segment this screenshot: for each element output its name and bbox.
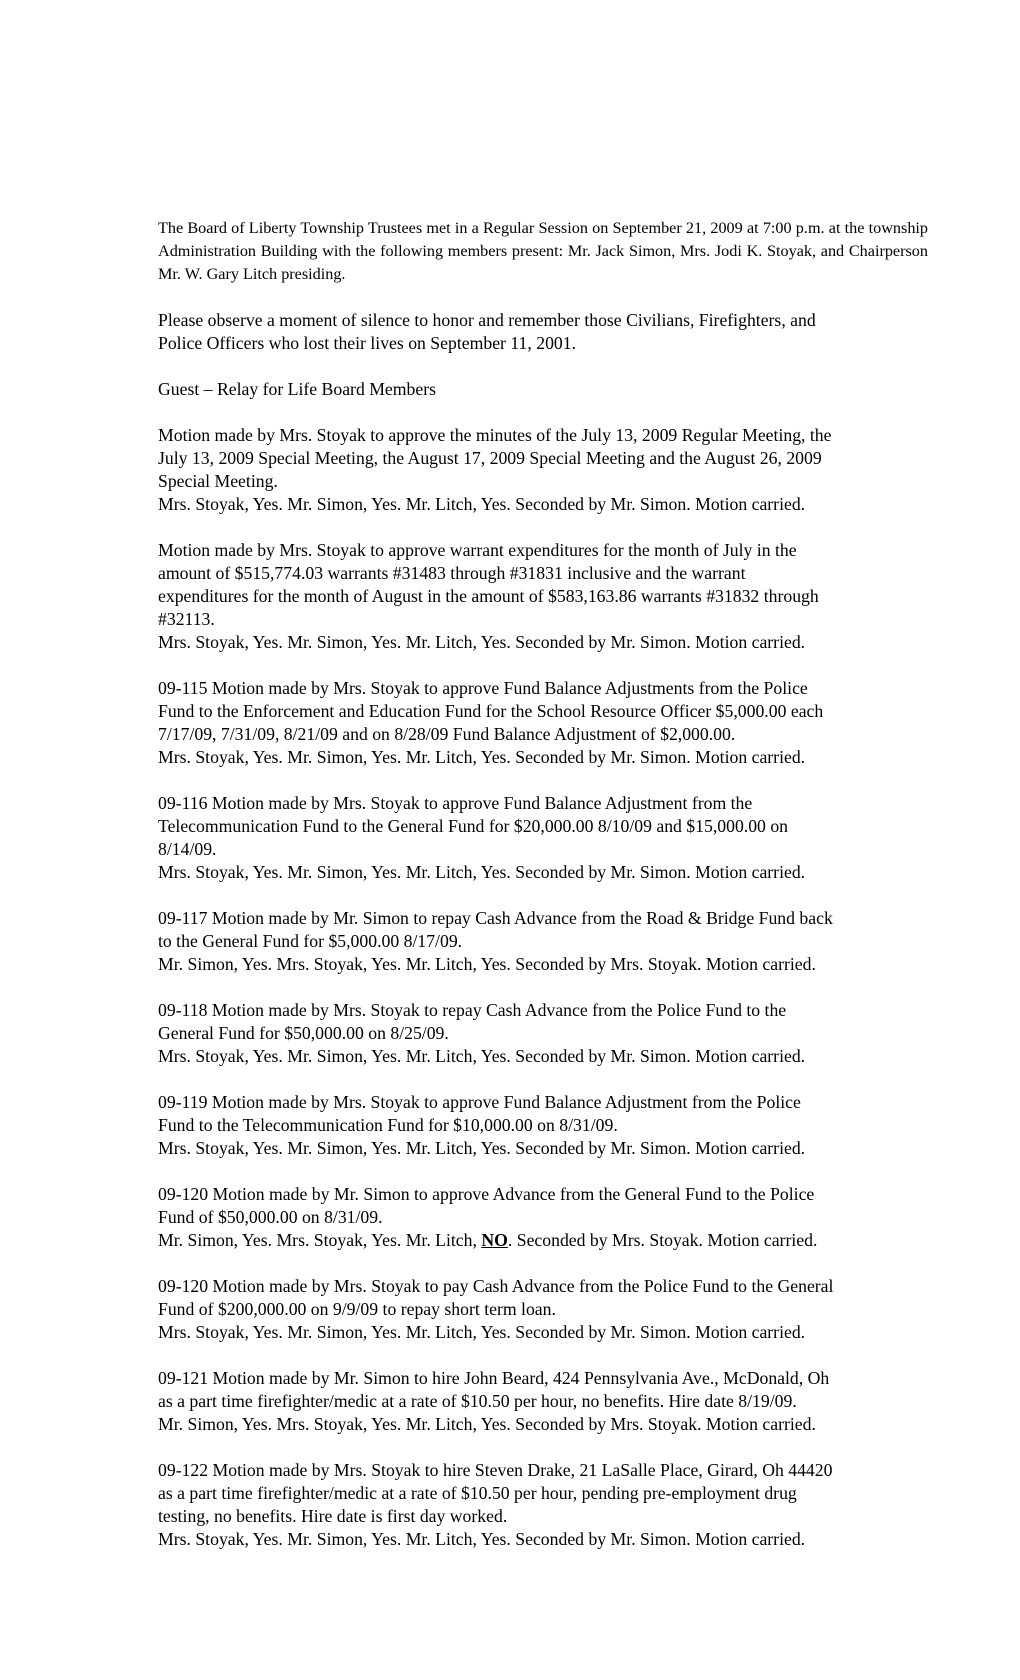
vote-text: Mr. Simon, Yes. Mrs. Stoyak, Yes. Mr. Litch, [158, 1230, 482, 1250]
vote-line: Mrs. Stoyak, Yes. Mr. Simon, Yes. Mr. Litch, Yes. Seconded by Mr. Simon. Motion carried. [158, 1046, 806, 1066]
text-line: Police Officers who lost their lives on September 11, 2001. [158, 333, 577, 353]
text-line: Please observe a moment of silence to honor and remember those Civilians, Firefighters, and [158, 310, 816, 330]
text-line: 7/17/09, 7/31/09, 8/21/09 and on 8/28/09 Fund Balance Adjustment of $2,000.00. [158, 724, 736, 744]
text-line: Motion made by Mrs. Stoyak to approve the minutes of the July 13, 2009 Regular Meeting, the [158, 425, 832, 445]
no-vote-emphasis: NO [481, 1230, 508, 1250]
text-line: Fund of $50,000.00 on 8/31/09. [158, 1207, 383, 1227]
text-line: expenditures for the month of August in the amount of $583,163.86 warrants #31832 through [158, 586, 819, 606]
vote-line: Mrs. Stoyak, Yes. Mr. Simon, Yes. Mr. Litch, Yes. Seconded by Mr. Simon. Motion carried. [158, 1529, 806, 1549]
meeting-intro-paragraph: The Board of Liberty Township Trustees met in a Regular Session on September 21, 2009 at 7:00 p.m. at the township Administration Building with the following members present: Mr. Jack Simon, Mrs. Jodi K. Stoyak, and Chairperson Mr. W. Gary Litch presiding. [158, 219, 928, 283]
vote-line: Mrs. Stoyak, Yes. Mr. Simon, Yes. Mr. Litch, Yes. Seconded by Mr. Simon. Motion carried. [158, 747, 806, 767]
vote-line: Mr. Simon, Yes. Mrs. Stoyak, Yes. Mr. Litch, Yes. Seconded by Mrs. Stoyak. Motion carried. [158, 1414, 816, 1434]
motion-09-116 [158, 792, 928, 884]
text-line: 09-122 Motion made by Mrs. Stoyak to hire Steven Drake, 21 LaSalle Place, Girard, Oh 44420 [158, 1460, 833, 1480]
motion-09-118 [158, 999, 928, 1068]
motion-09-121 [158, 1367, 928, 1436]
vote-text: . Seconded by Mrs. Stoyak. Motion carried. [507, 1230, 818, 1250]
vote-line: Mrs. Stoyak, Yes. Mr. Simon, Yes. Mr. Litch, Yes. Seconded by Mr. Simon. Motion carried. [158, 862, 806, 882]
vote-line [158, 1229, 928, 1252]
vote-line: Mr. Simon, Yes. Mrs. Stoyak, Yes. Mr. Litch, Yes. Seconded by Mrs. Stoyak. Motion carried. [158, 954, 816, 974]
text-line: 09-118 Motion made by Mrs. Stoyak to repay Cash Advance from the Police Fund to the [158, 1000, 787, 1020]
minutes-document [158, 217, 928, 1574]
text-line: to the General Fund for $5,000.00 8/17/09. [158, 931, 463, 951]
motion-09-122 [158, 1459, 928, 1551]
text-line: testing, no benefits. Hire date is first day worked. [158, 1506, 508, 1526]
text-line: 09-116 Motion made by Mrs. Stoyak to approve Fund Balance Adjustment from the [158, 793, 753, 813]
text-line: Motion made by Mrs. Stoyak to approve warrant expenditures for the month of July in the [158, 540, 797, 560]
text-line: #32113. [158, 609, 215, 629]
text-line: Special Meeting. [158, 471, 278, 491]
warrant-expenditures-motion [158, 539, 928, 654]
text-line: Guest – Relay for Life Board Members [158, 379, 437, 399]
text-line: Telecommunication Fund to the General Fund for $20,000.00 8/10/09 and $15,000.00 on [158, 816, 789, 836]
motion-09-115 [158, 677, 928, 769]
text-line: Fund of $200,000.00 on 9/9/09 to repay short term loan. [158, 1299, 556, 1319]
text-line: Fund to the Telecommunication Fund for $10,000.00 on 8/31/09. [158, 1115, 618, 1135]
vote-line: Mrs. Stoyak, Yes. Mr. Simon, Yes. Mr. Litch, Yes. Seconded by Mr. Simon. Motion carried. [158, 1138, 806, 1158]
motion-09-120-repay [158, 1275, 928, 1344]
minutes-approval-motion [158, 424, 928, 516]
motion-09-119 [158, 1091, 928, 1160]
text-line: 09-120 Motion made by Mrs. Stoyak to pay Cash Advance from the Police Fund to the General [158, 1276, 834, 1296]
motion-09-117 [158, 907, 928, 976]
text-line: 09-115 Motion made by Mrs. Stoyak to approve Fund Balance Adjustments from the Police [158, 678, 808, 698]
vote-line: Mrs. Stoyak, Yes. Mr. Simon, Yes. Mr. Litch, Yes. Seconded by Mr. Simon. Motion carried. [158, 632, 806, 652]
text-line: 09-120 Motion made by Mr. Simon to approve Advance from the General Fund to the Police [158, 1184, 815, 1204]
text-line: Fund to the Enforcement and Education Fund for the School Resource Officer $5,000.00 each [158, 701, 824, 721]
text-line: 09-117 Motion made by Mr. Simon to repay Cash Advance from the Road & Bridge Fund back [158, 908, 833, 928]
text-line: 09-119 Motion made by Mrs. Stoyak to approve Fund Balance Adjustment from the Police [158, 1092, 801, 1112]
text-line: 8/14/09. [158, 839, 217, 859]
text-line: as a part time firefighter/medic at a rate of $10.50 per hour, pending pre-employment drug [158, 1483, 797, 1503]
text-line: 09-121 Motion made by Mr. Simon to hire John Beard, 424 Pennsylvania Ave., McDonald, Oh [158, 1368, 830, 1388]
text-line: as a part time firefighter/medic at a rate of $10.50 per hour, no benefits. Hire date 8/19/09. [158, 1391, 797, 1411]
moment-of-silence-paragraph [158, 309, 928, 355]
text-line: General Fund for $50,000.00 on 8/25/09. [158, 1023, 449, 1043]
text-line: amount of $515,774.03 warrants #31483 through #31831 inclusive and the warrant [158, 563, 746, 583]
guest-paragraph [158, 378, 928, 401]
text-line: July 13, 2009 Special Meeting, the August 17, 2009 Special Meeting and the August 26, 2009 [158, 448, 822, 468]
vote-line: Mrs. Stoyak, Yes. Mr. Simon, Yes. Mr. Litch, Yes. Seconded by Mr. Simon. Motion carried. [158, 494, 806, 514]
motion-09-120-advance [158, 1183, 928, 1252]
vote-line: Mrs. Stoyak, Yes. Mr. Simon, Yes. Mr. Litch, Yes. Seconded by Mr. Simon. Motion carried. [158, 1322, 806, 1342]
